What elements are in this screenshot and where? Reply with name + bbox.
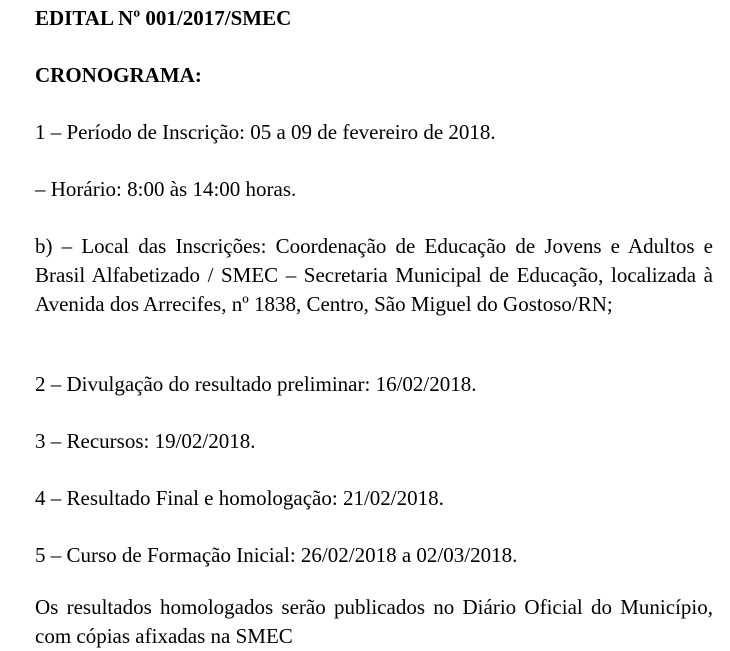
item-curso-formacao: 5 – Curso de Formação Inicial: 26/02/2018 a 02/03/2018.	[35, 543, 518, 567]
section-title-cronograma: CRONOGRAMA:	[35, 63, 202, 87]
closing-paragraph: Os resultados homologados serão publicados no Diário Oficial do Município, com cópias afixadas na SMEC	[35, 595, 713, 648]
item-resultado-final: 4 – Resultado Final e homologação: 21/02/2018.	[35, 486, 444, 510]
item-horario: – Horário: 8:00 às 14:00 horas.	[35, 177, 297, 201]
item-recursos: 3 – Recursos: 19/02/2018.	[35, 429, 256, 453]
item-periodo-inscricao: 1 – Período de Inscrição: 05 a 09 de fevereiro de 2018.	[35, 120, 496, 144]
item-divulgacao-resultado: 2 – Divulgação do resultado preliminar: 16/02/2018.	[35, 372, 477, 396]
item-local-inscricoes: b) – Local das Inscrições: Coordenação de Educação de Jovens e Adultos e Brasil Alfabetizado / SMEC – Secretaria Municipal de Educação, localizada à Avenida dos Arrecifes, nº 1838, Centro, São Miguel do Gostoso/RN;	[35, 234, 713, 316]
edital-title: EDITAL Nº 001/2017/SMEC	[35, 6, 292, 30]
